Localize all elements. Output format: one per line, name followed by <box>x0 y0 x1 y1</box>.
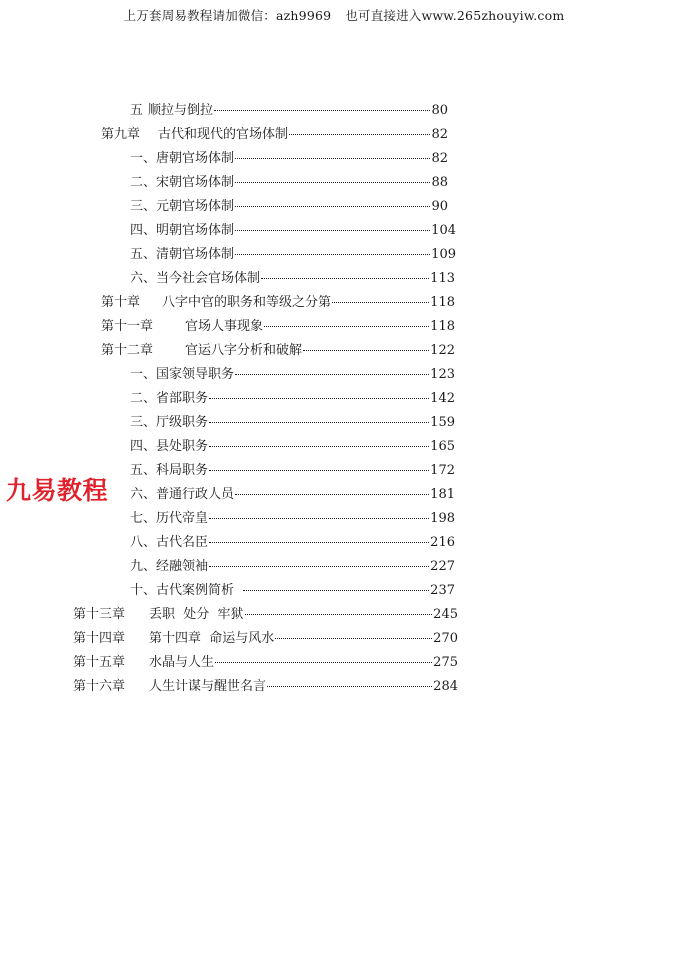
toc-entry-number: 六、 <box>130 487 157 502</box>
toc-entry-title: 水晶与人生 <box>149 655 215 670</box>
toc-dot-leader <box>209 532 429 543</box>
toc-entry-number: 六、 <box>130 271 157 286</box>
toc-dot-leader <box>243 580 429 591</box>
toc-entry[interactable] <box>73 630 458 648</box>
toc-entry-title: 县处职务 <box>156 439 209 454</box>
toc-entry-title: 厅级职务 <box>156 415 209 430</box>
toc-entry[interactable] <box>130 534 455 552</box>
toc-entry-page: 198 <box>430 511 455 526</box>
toc-entry[interactable] <box>130 174 448 192</box>
toc-dot-leader <box>215 652 432 663</box>
toc-entry-number: 第十五章 <box>73 655 126 670</box>
toc-entry-title: 唐朝官场体制 <box>156 151 235 166</box>
toc-entry[interactable] <box>130 246 456 264</box>
toc-entry[interactable] <box>130 582 455 600</box>
toc-dot-leader <box>235 364 429 375</box>
toc-entry-title: 元朝官场体制 <box>156 199 235 214</box>
toc-entry-title: 人生计谋与醒世名言 <box>149 679 267 694</box>
toc-dot-leader <box>235 484 429 495</box>
toc-entry-title: 八字中官的职务和等级之分第 <box>162 295 332 310</box>
toc-entry-page: 118 <box>430 295 455 310</box>
toc-entry-title: 宋朝官场体制 <box>156 175 235 190</box>
toc-entry-page: 159 <box>430 415 455 430</box>
toc-entry[interactable] <box>130 390 455 408</box>
toc-entry-number: 三、 <box>130 415 157 430</box>
toc-entry-title: 经融领袖 <box>156 559 209 574</box>
toc-entry-title: 顺拉与倒拉 <box>148 103 214 118</box>
toc-entry[interactable] <box>130 366 455 384</box>
toc-entry-title: 古代案例简析 <box>156 583 235 598</box>
toc-entry-number: 第十二章 <box>101 343 154 358</box>
toc-dot-leader <box>209 556 429 567</box>
toc-entry-number: 第九章 <box>101 127 141 142</box>
toc-entry-title: 官场人事现象 <box>185 319 264 334</box>
toc-entry-number: 四、 <box>130 439 157 454</box>
toc-entry[interactable] <box>130 102 448 120</box>
toc-entry-number: 五、 <box>130 247 157 262</box>
toc-dot-leader <box>264 316 429 327</box>
toc-entry-title: 丢职 处分 牢狱 <box>149 607 244 622</box>
toc-entry[interactable] <box>130 150 448 168</box>
toc-dot-leader <box>235 148 430 159</box>
toc-entry-title: 古代和现代的官场体制 <box>158 127 289 142</box>
toc-dot-leader <box>303 340 429 351</box>
toc-entry[interactable] <box>130 462 455 480</box>
toc-dot-leader <box>209 436 429 447</box>
toc-entry-page: 142 <box>430 391 455 406</box>
toc-entry-title: 官运八字分析和破解 <box>185 343 303 358</box>
toc-entry-number: 第十一章 <box>101 319 154 334</box>
toc-entry-page: 237 <box>430 583 455 598</box>
toc-dot-leader <box>209 388 429 399</box>
toc-entry-page: 118 <box>430 319 455 334</box>
toc-entry-page: 227 <box>430 559 455 574</box>
toc-entry[interactable] <box>101 126 448 144</box>
toc-entry-page: 80 <box>431 103 448 118</box>
toc-entry-page: 181 <box>430 487 455 502</box>
toc-entry[interactable] <box>130 198 448 216</box>
toc-entry-title: 清朝官场体制 <box>156 247 235 262</box>
watermark-logo: 九易教程 <box>6 476 109 505</box>
toc-entry-page: 90 <box>431 199 448 214</box>
toc-dot-leader <box>235 172 430 183</box>
toc-entry-title: 科局职务 <box>156 463 209 478</box>
toc-dot-leader <box>261 268 429 279</box>
toc-entry[interactable] <box>101 342 455 360</box>
toc-dot-leader <box>245 604 433 615</box>
toc-dot-leader <box>275 628 432 639</box>
toc-entry[interactable] <box>101 318 455 336</box>
toc-entry-title: 当今社会官场体制 <box>156 271 261 286</box>
toc-entry[interactable] <box>130 558 455 576</box>
toc-entry-number: 七、 <box>130 511 157 526</box>
toc-entry[interactable] <box>73 678 458 696</box>
toc-entry-number: 二、 <box>130 175 157 190</box>
toc-entry-page: 245 <box>433 607 458 622</box>
header-website-text: 也可直接进入www.265zhouyiw.com <box>345 8 565 23</box>
toc-entry-number: 二、 <box>130 391 157 406</box>
toc-entry-page: 172 <box>430 463 455 478</box>
toc-entry[interactable] <box>73 606 458 624</box>
toc-entry-page: 284 <box>433 679 458 694</box>
toc-entry-page: 104 <box>431 223 456 238</box>
toc-entry-number: 八、 <box>130 535 157 550</box>
toc-entry-title: 第十四章 命运与风水 <box>149 631 275 646</box>
toc-dot-leader <box>214 100 430 111</box>
toc-entry-title: 明朝官场体制 <box>156 223 235 238</box>
toc-entry[interactable] <box>130 414 455 432</box>
toc-entry-page: 216 <box>430 535 455 550</box>
toc-entry[interactable] <box>130 486 455 504</box>
toc-entry-number: 一、 <box>130 151 157 166</box>
toc-entry-page: 113 <box>430 271 455 286</box>
toc-entry-title: 普通行政人员 <box>156 487 235 502</box>
toc-dot-leader <box>235 244 430 255</box>
toc-entry[interactable] <box>130 510 455 528</box>
toc-entry-page: 270 <box>433 631 458 646</box>
toc-entry-title: 古代名臣 <box>156 535 209 550</box>
toc-dot-leader <box>289 124 430 135</box>
toc-entry-number: 一、 <box>130 367 157 382</box>
toc-entry[interactable] <box>130 438 455 456</box>
toc-entry-page: 123 <box>430 367 455 382</box>
toc-entry[interactable] <box>130 222 456 240</box>
toc-entry-number: 第十章 <box>101 295 141 310</box>
toc-dot-leader <box>267 676 432 687</box>
toc-entry-page: 82 <box>431 151 448 166</box>
toc-dot-leader <box>209 412 429 423</box>
toc-entry-title: 省部职务 <box>156 391 209 406</box>
toc-entry-page: 122 <box>430 343 455 358</box>
toc-entry-number: 四、 <box>130 223 157 238</box>
toc-dot-leader <box>235 196 430 207</box>
toc-entry-number: 十、 <box>130 583 157 598</box>
toc-entry-number: 五、 <box>130 463 157 478</box>
toc-entry-number: 第十四章 <box>73 631 126 646</box>
toc-entry[interactable] <box>73 654 458 672</box>
toc-entry-number: 五 <box>130 103 144 118</box>
toc-entry-number: 第十三章 <box>73 607 126 622</box>
toc-entry-title: 国家领导职务 <box>156 367 235 382</box>
toc-entry-page: 165 <box>430 439 455 454</box>
toc-entry-number: 第十六章 <box>73 679 126 694</box>
toc-entry-number: 九、 <box>130 559 157 574</box>
toc-entry[interactable] <box>101 294 455 312</box>
toc-entry[interactable] <box>130 270 455 288</box>
toc-dot-leader <box>332 292 429 303</box>
toc-dot-leader <box>235 220 430 231</box>
toc-entry-page: 275 <box>433 655 458 670</box>
toc-dot-leader <box>209 508 429 519</box>
toc-entry-page: 109 <box>431 247 456 262</box>
toc-entry-title: 历代帝皇 <box>156 511 209 526</box>
toc-entry-page: 88 <box>431 175 448 190</box>
toc-dot-leader <box>209 460 429 471</box>
toc-entry-number: 三、 <box>130 199 157 214</box>
toc-entry-page: 82 <box>431 127 448 142</box>
header-wechat-text: 上万套周易教程请加微信：azh9969 <box>123 8 332 23</box>
